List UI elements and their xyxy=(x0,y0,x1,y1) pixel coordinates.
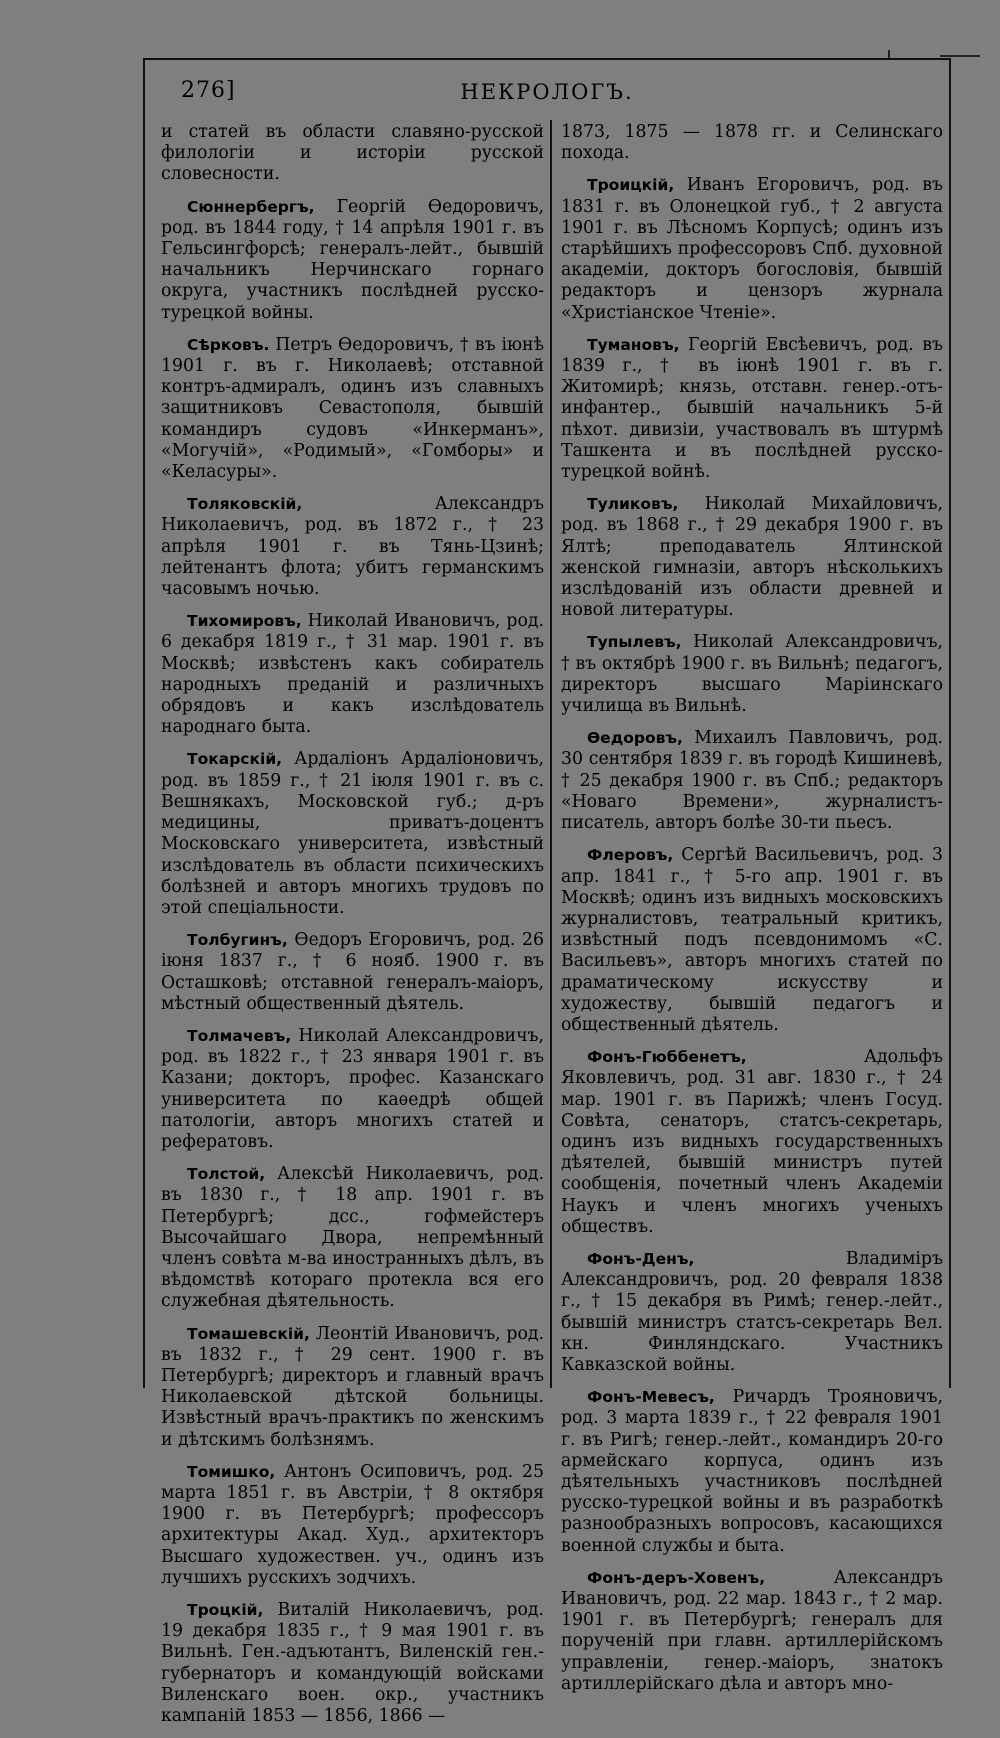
entry-surname: Тихомировъ, xyxy=(187,612,302,631)
entry-surname: Толмачевъ, xyxy=(187,1026,292,1045)
entry-text: Владиміръ Александровичъ, род. 20 февраля 1838 г., † 15 декабря въ Римѣ; генер.-лейт., бывшій министръ статсъ-секретарь Вел. кн. Финляндскаго. Участникъ Кавказской войны. xyxy=(561,1248,943,1375)
entry-text: Ричардъ Трояновичъ, род. 3 марта 1839 г., † 22 февраля 1901 г. въ Ригѣ; генер.-лейт., командиръ 20-го армейскаго корпуса, одинъ изъ дѣятельныхъ участниковъ послѣдней русско-турецкой войны и въ разработкѣ разнообразныхъ вопросовъ, касающихся военной службы и быта. xyxy=(561,1387,943,1556)
obituary-entry xyxy=(161,197,544,324)
obituary-entry xyxy=(161,1600,544,1727)
entry-text: Александръ Ивановичъ, род. 22 мар. 1843 г., † 2 мар. 1901 г. въ Петербургѣ; генералъ для порученій при главн. артиллерійскомъ управленіи, генер.-маіоръ, знатокъ артиллерійскаго дѣла и авторъ мно- xyxy=(561,1567,943,1694)
obituary-entry xyxy=(561,1568,943,1695)
obituary-entry xyxy=(161,611,544,738)
entry-text: Николай Александровичъ, род. въ 1822 г., † 23 января 1901 г. въ Казани; докторъ, профес. Казанскаго университета по каѳедрѣ общей патологіи, авторъ многихъ статей и рефератовъ. xyxy=(161,1025,544,1152)
entry-text: Петръ Өедоровичъ, † въ іюнѣ 1901 г. въ г. Николаевѣ; отставной контръ-адмиралъ, одинъ изъ славныхъ защитниковъ Севастополя, бывшій командиръ судовъ «Инкерманъ», «Могучій», «Родимый», «Гомборы» и «Келасуры». xyxy=(161,334,544,483)
obituary-entry xyxy=(561,728,943,834)
entry-surname: Флеровъ, xyxy=(587,846,674,865)
entry-text: Александръ Николаевичъ, род. въ 1872 г., † 23 апрѣля 1901 г. въ Тянь-Цзинѣ; лейтенантъ флота; убитъ германскимъ часовымъ ночью. xyxy=(161,494,544,600)
entry-surname: Сюннербергъ, xyxy=(187,197,315,216)
entry-surname: Толяковскій, xyxy=(187,495,303,514)
running-title: НЕКРОЛОГЪ. xyxy=(460,80,634,104)
obituary-entry xyxy=(161,749,544,919)
entry-surname: Тупылевъ, xyxy=(587,633,682,652)
entry-text: Михаилъ Павловичъ, род. 30 сентября 1839 г. въ городѣ Кишиневѣ, † 25 декабря 1900 г. въ Спб.; редакторъ «Новаго Времени», журналистъ-писатель, авторъ болѣе 30-ти пьесъ. xyxy=(561,728,943,834)
obituary-entry xyxy=(161,1164,544,1312)
entry-text: и статей въ области славяно-русской филологіи и исторіи русской словесности. xyxy=(161,122,544,185)
obituary-entry xyxy=(161,1026,544,1153)
wavy-rule-svg xyxy=(163,111,941,112)
entry-surname: Томишко, xyxy=(187,1462,276,1481)
entry-text: Сергѣй Васильевичъ, род. 3 апр. 1841 г., † 5-го апр. 1901 г. въ Москвѣ; одинъ изъ видныхъ московскихъ журналистовъ, театральный критикъ, извѣстный подъ псевдонимомъ «С. Васильевъ», авторъ многихъ статей по драматическому искусству и художеству, бывшій педагогъ и общественный дѣятель. xyxy=(561,845,943,1035)
column-divider xyxy=(550,120,552,1388)
obituary-entry xyxy=(161,930,544,1015)
entry-surname: Томашевскій, xyxy=(187,1324,310,1343)
entry-text: 1873, 1875 — 1878 гг. и Селинскаго похода. xyxy=(561,122,943,164)
entry-surname: Троицкій, xyxy=(587,176,675,195)
entry-text: Алексѣй Николаевичъ, род. въ 1830 г., † 18 апр. 1901 г. въ Петербургѣ; дсс., гофмейстеръ Высочайшаго Двора, непремѣнный членъ совѣта м-ва иностранныхъ дѣлъ, въ вѣдомствѣ котораго протекла вся его служебная дѣятельность. xyxy=(161,1164,544,1312)
entry-surname: Троцкій, xyxy=(187,1601,264,1619)
obituary-entry xyxy=(161,494,544,600)
obituary-entry xyxy=(561,335,943,483)
entry-text: Ардаліонъ Ардаліоновичъ, род. въ 1859 г., † 21 іюля 1901 г. въ с. Вешнякахъ, Московской губ.; д-ръ медицины, приватъ-доцентъ Московскаго университета, извѣстный изслѣдователь въ области психическихъ болѣзней и авторъ многихъ трудовъ по этой спеціальности. xyxy=(161,749,544,918)
entry-text: Николай Александровичъ, † въ октябрѣ 1900 г. въ Вильнѣ; педагогъ, директоръ высшаго Маріинскаго училища въ Вильнѣ. xyxy=(561,632,943,717)
page-frame xyxy=(143,58,951,1727)
obituary-entry xyxy=(561,1387,943,1557)
entry-surname: Өедоровъ, xyxy=(587,729,683,748)
entry-text: Адольфъ Яковлевичъ, род. 31 авг. 1830 г., † 24 мар. 1901 г. въ Парижѣ; членъ Госуд. Совѣта, сенаторъ, статсъ-секретарь, одинъ изъ видныхъ государственныхъ дѣятелей, бывшій министръ путей сообщенія, почетный членъ Академіи Наукъ и членъ многихъ ученыхъ обществъ. xyxy=(561,1047,943,1237)
entry-text: Николай Михайловичъ, род. въ 1868 г., † 29 декабря 1900 г. въ Ялтѣ; преподаватель Ялтинской женской гимназіи, авторъ нѣсколькихъ изслѣдованій изъ области древней и новой литературы. xyxy=(561,494,943,621)
obituary-entry xyxy=(161,122,544,186)
obituary-entry xyxy=(561,175,943,323)
entry-surname: Токарскій, xyxy=(187,750,283,769)
left-column xyxy=(161,122,544,1738)
entry-text: Виталій Николаевичъ, род. 19 декабря 1835 г., † 9 мая 1901 г. въ Вильнѣ. Ген.-адъютантъ, Виленскій ген.-губернаторъ и командующій войсками Виленскаго воен. окр., участникъ кампаній 1853 — 1856, 1866 — xyxy=(161,1600,544,1727)
obituary-entry xyxy=(561,1047,943,1238)
entry-surname: Толстой, xyxy=(187,1165,266,1184)
entry-surname: Толбугинъ, xyxy=(187,931,288,950)
right-column xyxy=(561,122,943,1706)
entry-surname: Фонъ-Денъ, xyxy=(587,1249,695,1268)
entry-text: Антонъ Осиповичъ, род. 25 марта 1851 г. въ Австріи, † 8 октября 1900 г. въ Петербургѣ; профессоръ архитектуры Акад. Худ., архитекторъ Высшаго художествен. уч., одинъ изъ лучшихъ русскихъ зодчихъ. xyxy=(161,1461,544,1588)
entry-surname: Фонъ-деръ-Ховенъ, xyxy=(587,1568,766,1587)
entry-text: Иванъ Егоровичъ, род. въ 1831 г. въ Олонецкой губ., † 2 августа 1901 г. въ Лѣсномъ Корпусѣ; одинъ изъ старѣйшихъ профессоровъ Спб. духовной академіи, докторъ богословія, бывшій редакторъ и цензоръ журнала «Христіанское Чтеніе». xyxy=(561,175,943,323)
page-edge-mark xyxy=(940,55,980,57)
obituary-entry xyxy=(561,494,943,621)
entry-surname: Сѣрковъ. xyxy=(187,335,270,354)
obituary-entry xyxy=(561,632,943,717)
obituary-entry xyxy=(561,122,943,164)
page-number: 276] xyxy=(181,78,236,103)
entry-surname: Тумановъ, xyxy=(587,335,680,354)
obituary-entry xyxy=(561,845,943,1036)
entry-surname: Фонъ-Мевесъ, xyxy=(587,1388,715,1407)
entry-text: Николай Ивановичъ, род. 6 декабря 1819 г., † 31 мар. 1901 г. въ Москвѣ; извѣстенъ какъ собиратель народныхъ преданій и различныхъ обрядовъ и какъ изслѣдователь народнаго быта. xyxy=(161,611,544,738)
page-header xyxy=(145,72,949,108)
obituary-entry xyxy=(161,1462,544,1589)
entry-text: Георгій Өедоровичъ, род. въ 1844 году, † 14 апрѣля 1901 г. въ Гельсингфорсѣ; генералъ-лейт., бывшій начальникъ Нерчинскаго горнаго округа, участникъ послѣдней русско-турецкой войны. xyxy=(161,196,544,323)
entry-surname: Туликовъ, xyxy=(587,495,679,514)
entry-text: Георгій Евсѣевичъ, род. въ 1839 г., † въ іюнѣ 1901 г. въ г. Житомирѣ; князь, отставн. генер.-отъ-инфантер., бывшій начальникъ 5-й пѣхот. дивизіи, участвовалъ въ штурмѣ Ташкента и въ послѣдней русско-турецкой войнѣ. xyxy=(561,334,943,483)
obituary-entry xyxy=(561,1249,943,1376)
obituary-entry xyxy=(161,335,544,483)
obituary-entry xyxy=(161,1324,544,1451)
entry-surname: Фонъ-Гюббенетъ, xyxy=(587,1048,747,1067)
entry-text: Өедоръ Егоровичъ, род. 26 іюня 1837 г., † 6 нояб. 1900 г. въ Осташковѣ; отставной генералъ-маіоръ, мѣстный общественный дѣятель. xyxy=(161,930,544,1014)
header-wavy-rule xyxy=(163,104,941,112)
entry-text: Леонтій Ивановичъ, род. въ 1832 г., † 29 сент. 1900 г. въ Петербургѣ; директоръ и главный врачъ Николаевской дѣтской больницы. Извѣстный врачъ-практикъ по женскимъ и дѣтскимъ болѣзнямъ. xyxy=(161,1323,544,1450)
